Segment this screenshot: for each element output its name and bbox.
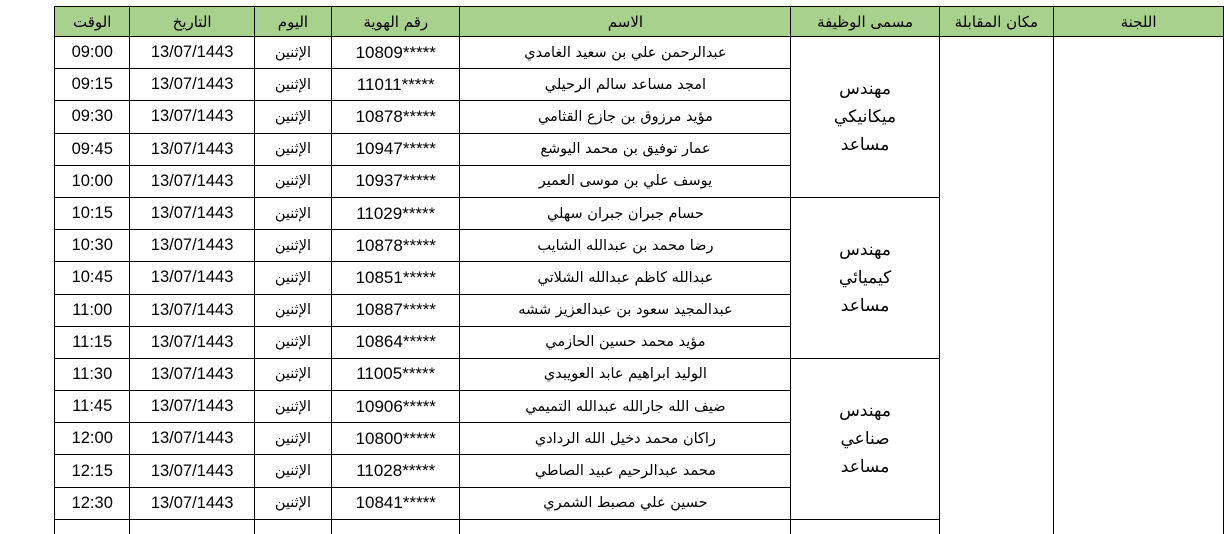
header-day: اليوم [254,7,331,37]
id-cell: 11028***** [332,455,460,487]
name-cell: يوسف علي بن موسى العمير [460,165,791,197]
job-line: مساعد [840,295,890,316]
date-cell: 13/07/1443 [130,197,254,229]
name-cell: مؤيد محمد حسين الحازمي [460,326,791,358]
committee-cell [1054,37,1224,534]
time-cell: 09:15 [55,69,130,101]
date-cell: 13/07/1443 [130,294,254,326]
job-line: مساعد [840,134,890,155]
date-cell: 13/07/1443 [130,391,254,423]
header-committee: اللجنة [1054,7,1224,37]
name-cell: مؤيد مرزوق بن جازع القثامي [460,101,791,133]
name-cell: الوليد ابراهيم عابد العويبدي [460,358,791,390]
id-cell [332,519,460,534]
day-cell: الإثنين [254,423,331,455]
job-line: ميكانيكي [833,106,897,127]
name-cell: عبدالرحمن علي بن سعيد الغامدي [460,37,791,69]
interview-place-cell [939,37,1054,534]
name-cell: حسام جبران جبران سهلي [460,197,791,229]
table-row [55,37,1224,69]
time-cell: 11:45 [55,391,130,423]
name-cell: رضا محمد بن عبدالله الشايب [460,230,791,262]
id-cell: 11005***** [332,358,460,390]
id-cell: 10864***** [332,326,460,358]
id-cell: 10841***** [332,487,460,519]
job-title-cell [791,358,939,519]
date-cell: 13/07/1443 [130,37,254,69]
name-cell: عبدالمجيد سعود بن عبدالعزيز ششه [460,294,791,326]
day-cell: الإثنين [254,262,331,294]
name-cell: ضيف الله جارالله عبدالله التميمي [460,391,791,423]
day-cell [254,519,331,534]
name-cell: عبدالله كاظم عبدالله الشلاتي [460,262,791,294]
day-cell: الإثنين [254,133,331,165]
date-cell: 13/07/1443 [130,101,254,133]
date-cell: 13/07/1443 [130,487,254,519]
time-cell [55,519,130,534]
job-title-cell [791,519,939,534]
id-cell: 10851***** [332,262,460,294]
time-cell: 09:45 [55,133,130,165]
name-cell: حسين علي مصبط الشمري [460,487,791,519]
id-cell: 10906***** [332,391,460,423]
day-cell: الإثنين [254,197,331,229]
date-cell: 13/07/1443 [130,133,254,165]
day-cell: الإثنين [254,37,331,69]
id-cell: 10800***** [332,423,460,455]
job-line: كيميائي [838,267,892,288]
id-cell: 10947***** [332,133,460,165]
interview-schedule-table [54,6,1224,534]
header-id: رقم الهوية [332,7,460,37]
time-cell: 09:00 [55,37,130,69]
time-cell: 12:30 [55,487,130,519]
time-cell: 11:00 [55,294,130,326]
date-cell: 13/07/1443 [130,423,254,455]
name-cell [460,519,791,534]
date-cell: 13/07/1443 [130,358,254,390]
header-row [55,7,1224,37]
name-cell: محمد عبدالرحيم عبيد الصاطي [460,455,791,487]
date-cell: 13/07/1443 [130,326,254,358]
time-cell: 12:15 [55,455,130,487]
job-line: مهندس [839,400,891,421]
time-cell: 09:30 [55,101,130,133]
job-line: مساعد [840,456,890,477]
day-cell: الإثنين [254,391,331,423]
job-line: صناعي [840,428,890,449]
time-cell: 10:45 [55,262,130,294]
day-cell: الإثنين [254,230,331,262]
date-cell: 13/07/1443 [130,230,254,262]
header-date: التاريخ [130,7,254,37]
time-cell: 10:15 [55,197,130,229]
day-cell: الإثنين [254,358,331,390]
day-cell: الإثنين [254,487,331,519]
time-cell: 11:30 [55,358,130,390]
time-cell: 12:00 [55,423,130,455]
date-cell [130,519,254,534]
id-cell: 11011***** [332,69,460,101]
id-cell: 10887***** [332,294,460,326]
id-cell: 10878***** [332,101,460,133]
day-cell: الإثنين [254,326,331,358]
job-line: مهندس [839,239,891,260]
time-cell: 10:30 [55,230,130,262]
name-cell: عمار توفيق بن محمد اليوشع [460,133,791,165]
time-cell: 10:00 [55,165,130,197]
job-line: مهندس [839,78,891,99]
id-cell: 10809***** [332,37,460,69]
header-name: الاسم [460,7,791,37]
date-cell: 13/07/1443 [130,455,254,487]
day-cell: الإثنين [254,69,331,101]
job-title-cell [791,37,939,198]
header-time: الوقت [55,7,130,37]
id-cell: 11029***** [332,197,460,229]
header-place: مكان المقابلة [939,7,1054,37]
header-job: مسمى الوظيفة [791,7,939,37]
day-cell: الإثنين [254,455,331,487]
day-cell: الإثنين [254,101,331,133]
time-cell: 11:15 [55,326,130,358]
job-title-cell [791,197,939,358]
name-cell: راكان محمد دخيل الله الردادي [460,423,791,455]
day-cell: الإثنين [254,294,331,326]
day-cell: الإثنين [254,165,331,197]
date-cell: 13/07/1443 [130,262,254,294]
date-cell: 13/07/1443 [130,165,254,197]
id-cell: 10937***** [332,165,460,197]
date-cell: 13/07/1443 [130,69,254,101]
id-cell: 10878***** [332,230,460,262]
name-cell: امجد مساعد سالم الرحيلي [460,69,791,101]
